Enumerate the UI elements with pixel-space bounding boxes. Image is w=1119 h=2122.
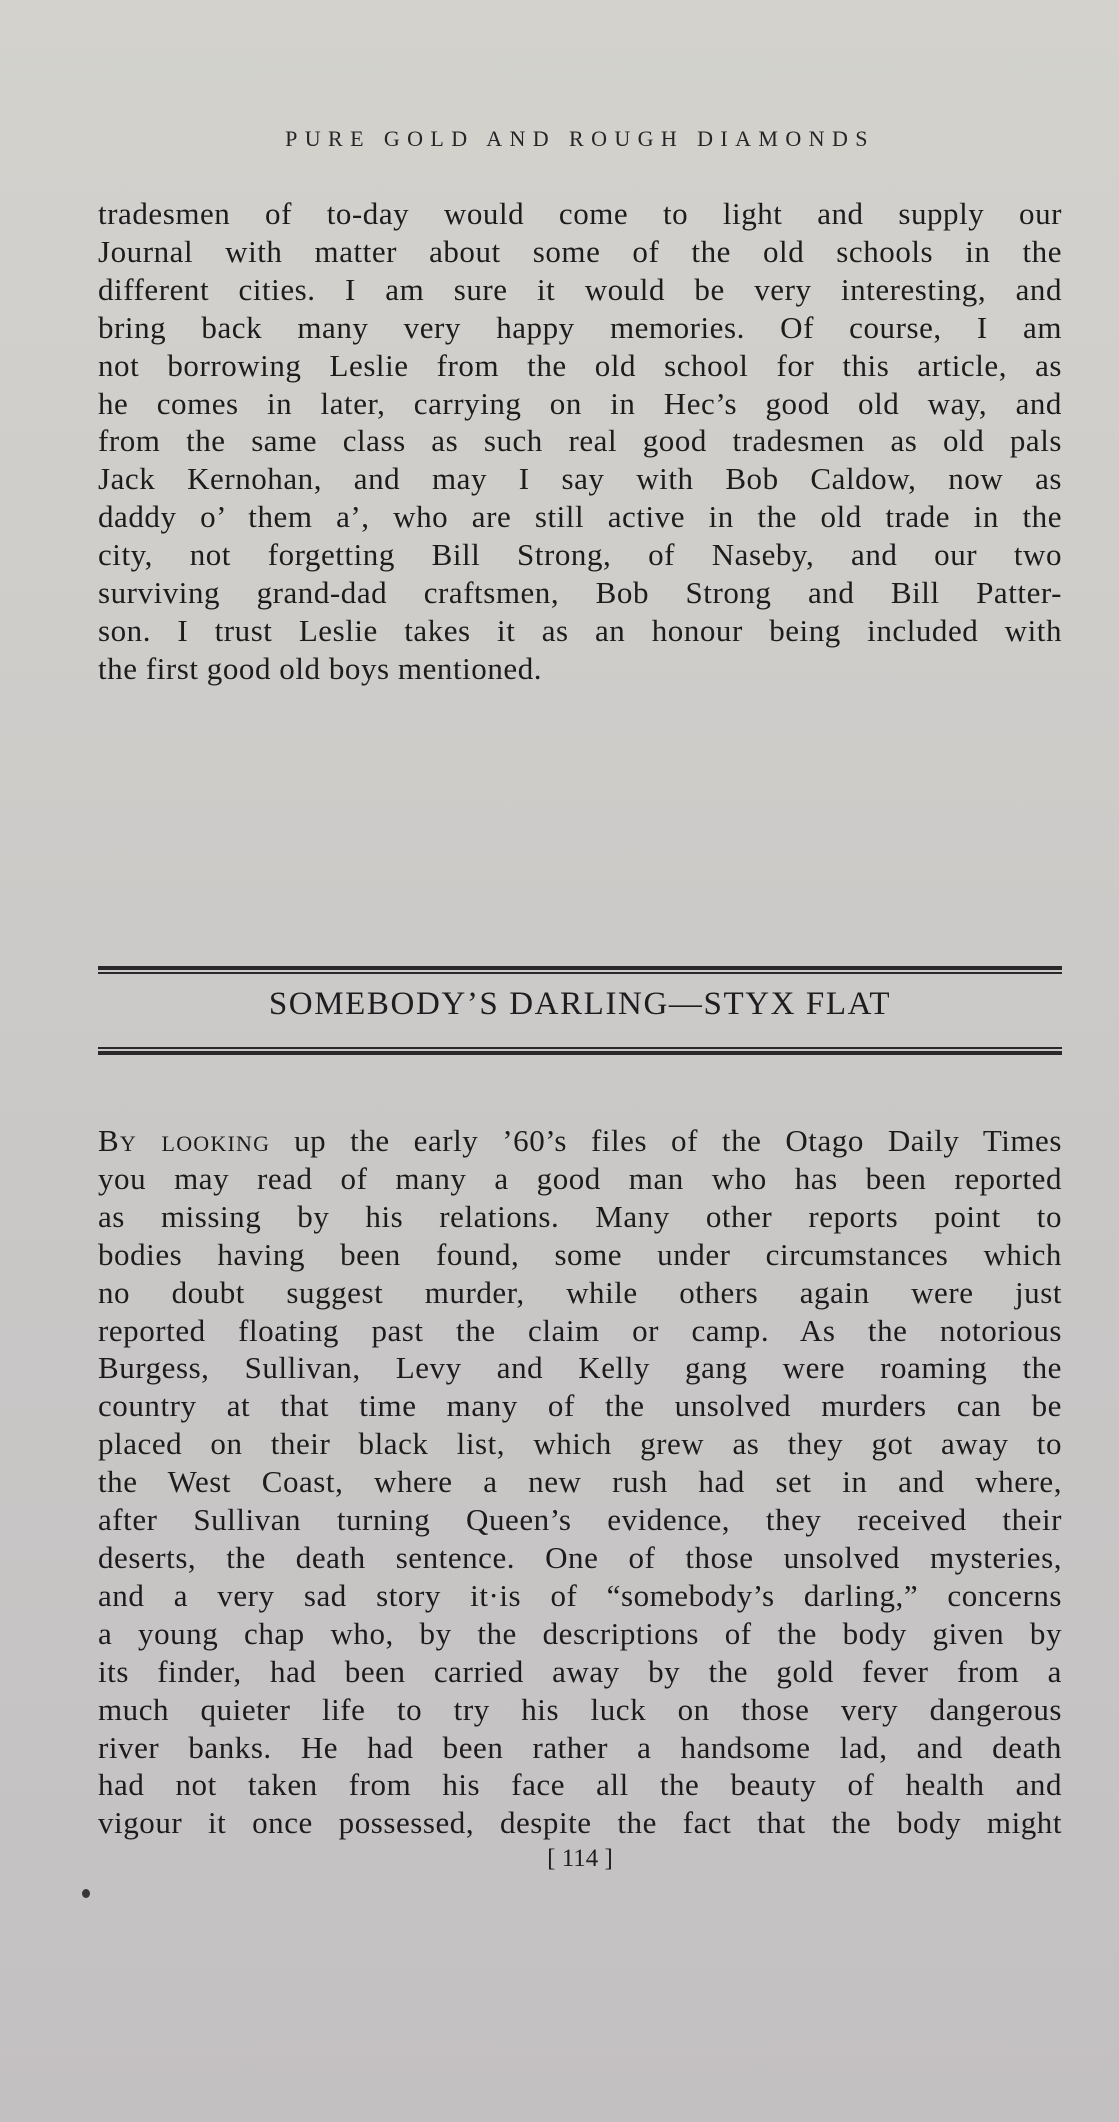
text-line: much quieter life to try his luck on those very dangerous [98, 1691, 1062, 1727]
section-paragraph [98, 1122, 1062, 1842]
text-line: tradesmen of to-day would come to light and supply our [98, 196, 1062, 231]
text-line: a young chap who, by the descriptions of the body given by [98, 1615, 1062, 1651]
text-line: after Sullivan turning Queen’s evidence, they received their [98, 1502, 1062, 1538]
text-line: Jack Kernohan, and may I say with Bob Caldow, now as [98, 461, 1062, 497]
opening-paragraph [98, 195, 1062, 688]
text-line: the West Coast, where a new rush had set in and where, [98, 1464, 1062, 1500]
text-line: had not taken from his face all the beauty of health and [98, 1767, 1062, 1803]
ink-speck [82, 1889, 90, 1898]
text-line: he comes in later, carrying on in Hec’s good old way, and [98, 385, 1062, 421]
text-line: you may read of many a good man who has been reported [98, 1160, 1062, 1196]
section-rule-top [98, 966, 1062, 974]
text-line: Journal with matter about some of the old schools in the [98, 233, 1062, 269]
running-head: PURE GOLD AND ROUGH DIAMONDS [285, 126, 875, 151]
text-line: bodies having been found, some under circumstances which [98, 1236, 1062, 1272]
text-line: surviving grand-dad craftsmen, Bob Strong and Bill Patter- [98, 575, 1062, 611]
section-title: SOMEBODY’S DARLING—STYX FLAT [268, 986, 892, 1022]
thin-rule [98, 1047, 1062, 1049]
text-line: Burgess, Sullivan, Levy and Kelly gang were roaming the [98, 1350, 1062, 1386]
text-line: country at that time many of the unsolved murders can be [98, 1388, 1062, 1424]
text-line: as missing by his relations. Many other reports point to [98, 1198, 1062, 1234]
text-line: and a very sad story it·is of “somebody’s darling,” concerns [98, 1577, 1062, 1613]
text-line-first [98, 1122, 1062, 1160]
text-line: different cities. I am sure it would be very interesting, and [98, 271, 1062, 307]
text-line: river banks. He had been rather a handsome lad, and death [98, 1729, 1062, 1765]
thin-rule [98, 972, 1062, 974]
text-line: daddy o’ them a’, who are still active in the old trade in the [98, 499, 1062, 535]
page-number: [ 114 ] [547, 1845, 613, 1872]
text-line: the first good old boys mentioned. [98, 650, 543, 686]
text-line: placed on their black list, which grew as they got away to [98, 1426, 1062, 1462]
section-rule-bottom [98, 1047, 1062, 1055]
text-line: son. I trust Leslie takes it as an honour being included with [98, 612, 1062, 648]
small-caps-lead: By looking [98, 1123, 271, 1158]
text-line: city, not forgetting Bill Strong, of Naseby, and our two [98, 537, 1062, 573]
text-line: no doubt suggest murder, while others again were just [98, 1274, 1062, 1310]
text-line: deserts, the death sentence. One of those unsolved mysteries, [98, 1539, 1062, 1575]
thick-rule [98, 966, 1062, 970]
text-line: its finder, had been carried away by the gold fever from a [98, 1653, 1062, 1689]
first-line-rest: up the early ’60’s files of the Otago Daily Times [270, 1123, 1062, 1158]
thick-rule [98, 1051, 1062, 1055]
text-line: vigour it once possessed, despite the fact that the body might [98, 1805, 1062, 1841]
text-line: bring back many very happy memories. Of course, I am [98, 309, 1062, 345]
text-line: not borrowing Leslie from the old school for this article, as [98, 347, 1062, 383]
text-line: from the same class as such real good tradesmen as old pals [98, 423, 1062, 459]
text-line: reported floating past the claim or camp. As the notorious [98, 1312, 1062, 1348]
